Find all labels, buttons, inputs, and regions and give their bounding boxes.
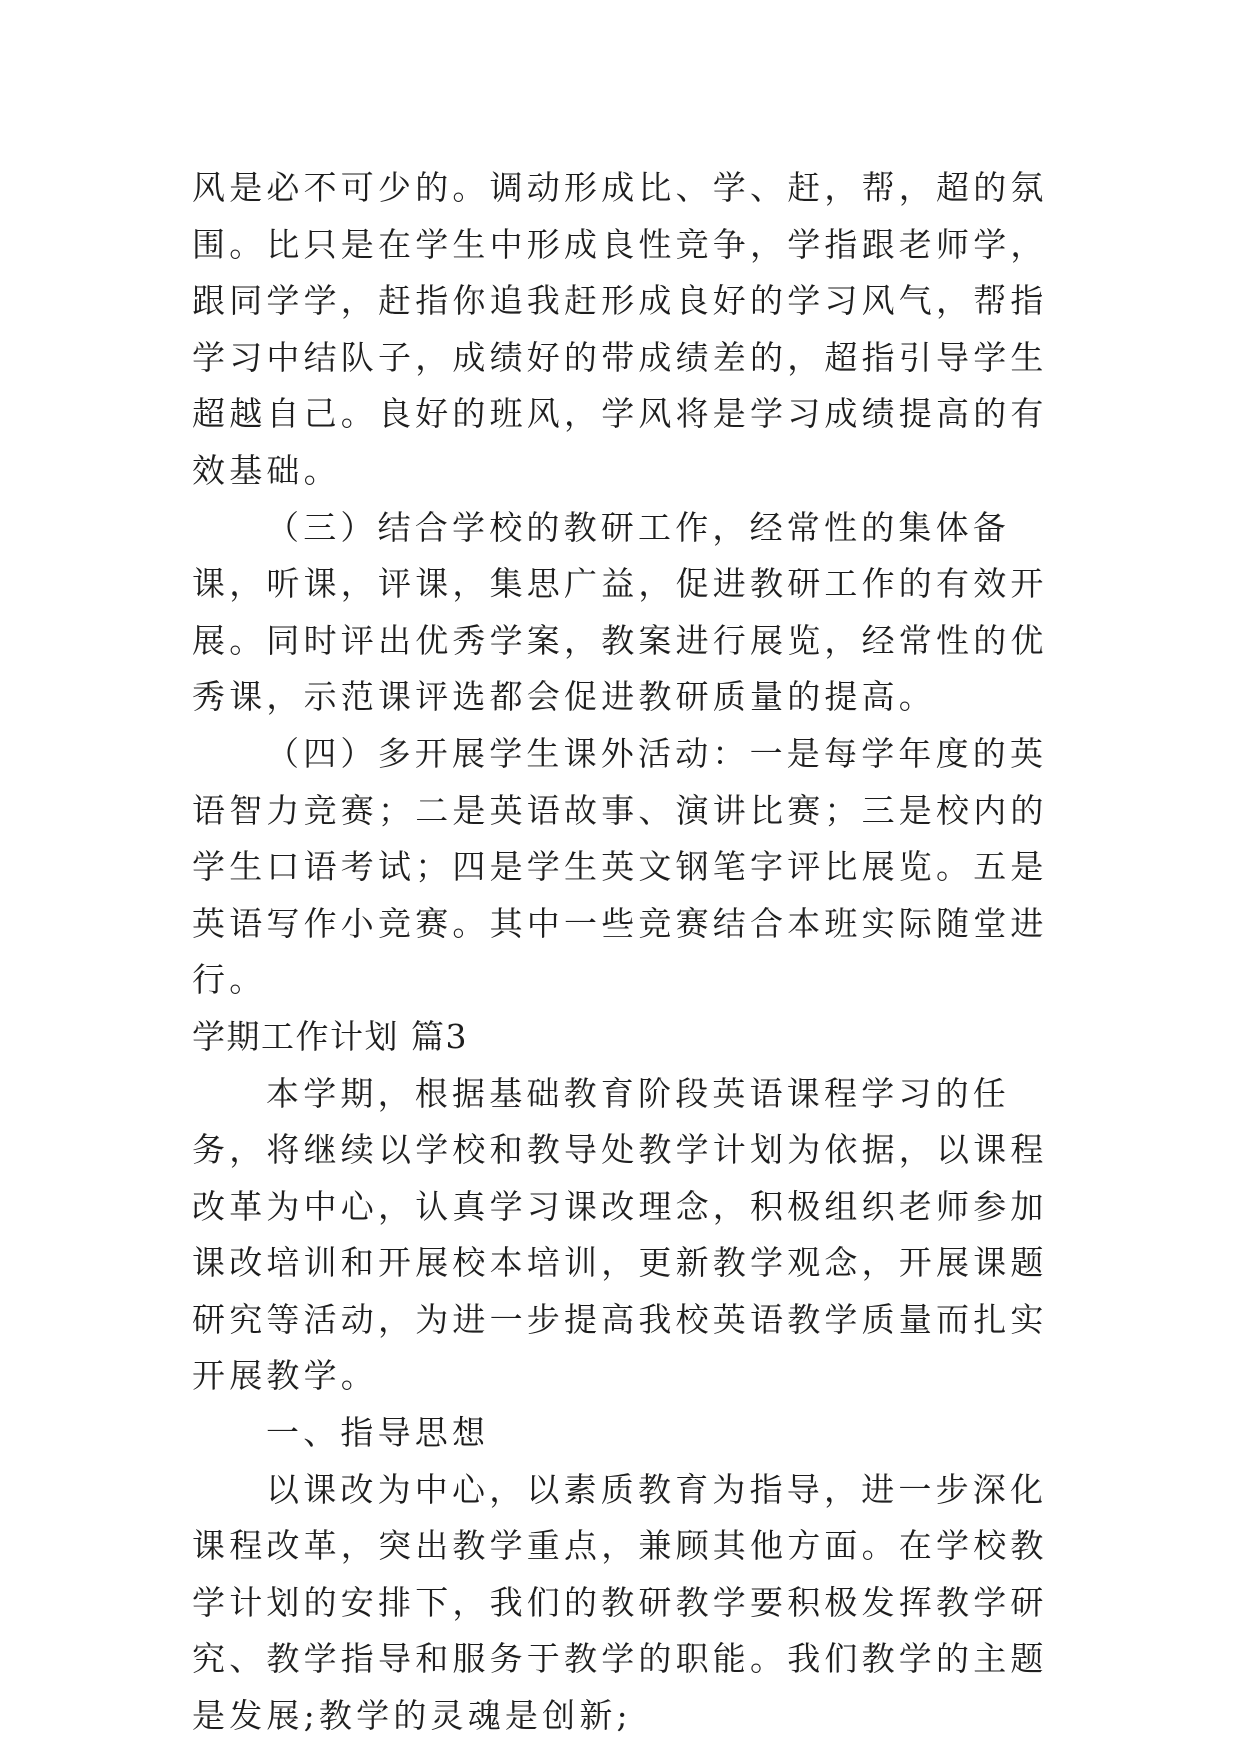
section-heading: 学期工作计划 篇3 <box>192 1016 468 1056</box>
paragraph-teaching-research: （三）结合学校的教研工作，经常性的集体备课，听课，评课，集思广益，促进教研工作的有效开展。同时评出优秀学案，教案进行展览，经常性的优秀课，示范课评选都会促进教研质量的提高。 <box>192 507 1048 717</box>
subheading-guiding-ideology: 一、指导思想 <box>266 1413 490 1453</box>
paragraph-semester-intro: 本学期，根据基础教育阶段英语课程学习的任务，将继续以学校和教导处教学计划为依据，以课程改革为中心，认真学习课改理念，积极组织老师参加课改培训和开展校本培训，更新教学观念，开展课题研究等活动，为进一步提高我校英语教学质量而扎实开展教学。 <box>192 1073 1048 1396</box>
paragraph-guiding-ideology: 以课改为中心，以素质教育为指导，进一步深化课程改革，突出教学重点，兼顾其他方面。在学校教学计划的安排下，我们的教研教学要积极发挥教学研究、教学指导和服务于教学的职能。我们教学的主题是发展;教学的灵魂是创新; <box>192 1469 1048 1736</box>
paragraph-classroom-atmosphere: 风是必不可少的。调动形成比、学、赶，帮，超的氛围。比只是在学生中形成良性竞争，学指跟老师学，跟同学学，赶指你追我赶形成良好的学习风气，帮指学习中结队子，成绩好的带成绩差的，超指引导学生超越自己。良好的班风，学风将是学习成绩提高的有效基础。 <box>192 168 1048 490</box>
paragraph-extracurricular-activities: （四）多开展学生课外活动：一是每学年度的英语智力竞赛；二是英语故事、演讲比赛；三是校内的学生口语考试；四是学生英文钢笔字评比展览。五是英语写作小竞赛。其中一些竞赛结合本班实际随堂进行。 <box>192 733 1048 1000</box>
document-body <box>192 160 1064 1745</box>
